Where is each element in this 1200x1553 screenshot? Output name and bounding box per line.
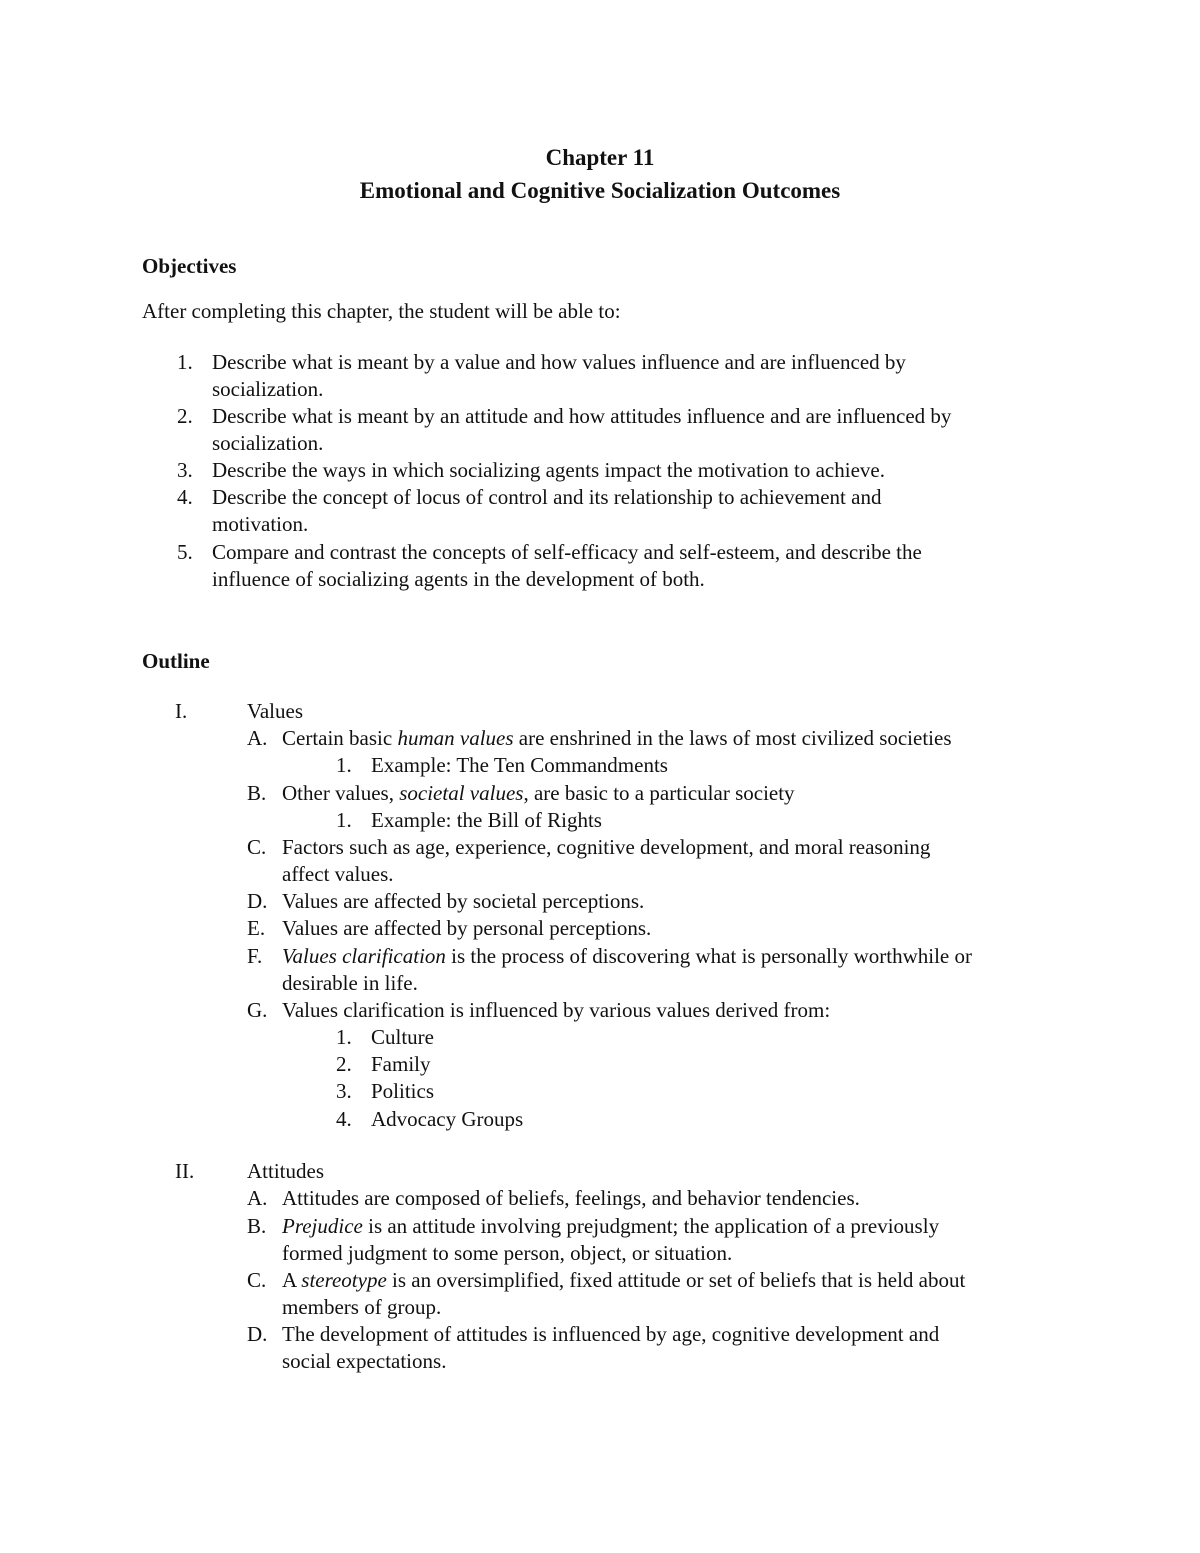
outline-letter: A. (247, 1186, 268, 1210)
outline-item-text: Certain basic human values are enshrined in the laws of most civilized societies (282, 726, 952, 750)
outline-letter: G. (247, 998, 268, 1022)
outline-subitem-text: Politics (371, 1079, 435, 1103)
objective-text: Describe what is meant by an attitude and how attitudes influence and are influenced by (212, 404, 952, 428)
objective-text: motivation. (212, 512, 309, 536)
outline-item-text: A stereotype is an oversimplified, fixed attitude or set of beliefs that is held about (282, 1268, 966, 1292)
outline-letter: B. (247, 1214, 267, 1238)
objectives-intro: After completing this chapter, the student will be able to: (142, 299, 621, 323)
outline-subnumber: 4. (336, 1107, 352, 1131)
objective-number: 3. (177, 458, 193, 482)
outline-subnumber: 3. (336, 1079, 352, 1103)
objective-text: socialization. (212, 377, 324, 401)
objective-number: 1. (177, 350, 193, 374)
outline-subitem-text: Culture (371, 1025, 434, 1049)
outline-letter: C. (247, 1268, 267, 1292)
outline-subnumber: 2. (336, 1052, 352, 1076)
objective-number: 4. (177, 485, 193, 509)
outline-letter: E. (247, 916, 266, 940)
outline-section-label: Attitudes (247, 1159, 324, 1183)
outline-roman-numeral: II. (175, 1159, 195, 1183)
outline-item-text: formed judgment to some person, object, or situation. (282, 1241, 733, 1265)
objective-text: Describe the concept of locus of control and its relationship to achievement and (212, 485, 882, 509)
objective-text: socialization. (212, 431, 324, 455)
outline-letter: F. (247, 944, 263, 968)
outline-item-text: social expectations. (282, 1349, 447, 1373)
outline-subitem-text: Example: the Bill of Rights (371, 808, 602, 832)
outline-item-text: Prejudice is an attitude involving prejudgment; the application of a previously (282, 1214, 940, 1238)
outline-subnumber: 1. (336, 753, 352, 777)
outline-roman-numeral: I. (175, 699, 188, 723)
outline-item-text: Values clarification is influenced by various values derived from: (282, 998, 831, 1022)
chapter-subtitle: Emotional and Cognitive Socialization Outcomes (359, 178, 841, 203)
outline-item-text: affect values. (282, 862, 394, 886)
objectives-heading: Objectives (142, 254, 237, 278)
objective-text: Compare and contrast the concepts of self-efficacy and self-esteem, and describe the (212, 540, 922, 564)
outline-letter: D. (247, 889, 268, 913)
objective-number: 2. (177, 404, 193, 428)
outline-item-text: The development of attitudes is influenced by age, cognitive development and (282, 1322, 940, 1346)
outline-item-text: Values are affected by personal perceptions. (282, 916, 652, 940)
outline-letter: A. (247, 726, 268, 750)
chapter-title: Chapter 11 (545, 145, 655, 170)
outline-section-label: Values (247, 699, 303, 723)
outline-subitem-text: Advocacy Groups (371, 1107, 524, 1131)
outline-item-text: Values clarification is the process of discovering what is personally worthwhile or (282, 944, 972, 968)
outline-item-text: Attitudes are composed of beliefs, feelings, and behavior tendencies. (282, 1186, 860, 1210)
outline-letter: C. (247, 835, 267, 859)
objective-text: Describe what is meant by a value and how values influence and are influenced by (212, 350, 906, 374)
outline-subnumber: 1. (336, 808, 352, 832)
objective-number: 5. (177, 540, 193, 564)
outline-item-text: Factors such as age, experience, cognitive development, and moral reasoning (282, 835, 931, 859)
outline-item-text: Values are affected by societal perceptions. (282, 889, 645, 913)
outline-subnumber: 1. (336, 1025, 352, 1049)
outline-subitem-text: Family (371, 1052, 431, 1076)
outline-item-text: members of group. (282, 1295, 442, 1319)
outline-letter: D. (247, 1322, 268, 1346)
outline-letter: B. (247, 781, 267, 805)
objective-text: influence of socializing agents in the development of both. (212, 567, 705, 591)
outline-heading: Outline (142, 649, 210, 673)
outline-subitem-text: Example: The Ten Commandments (371, 753, 668, 777)
objective-text: Describe the ways in which socializing agents impact the motivation to achieve. (212, 458, 885, 482)
outline-item-text: Other values, societal values, are basic to a particular society (282, 781, 795, 805)
outline-item-text: desirable in life. (282, 971, 418, 995)
